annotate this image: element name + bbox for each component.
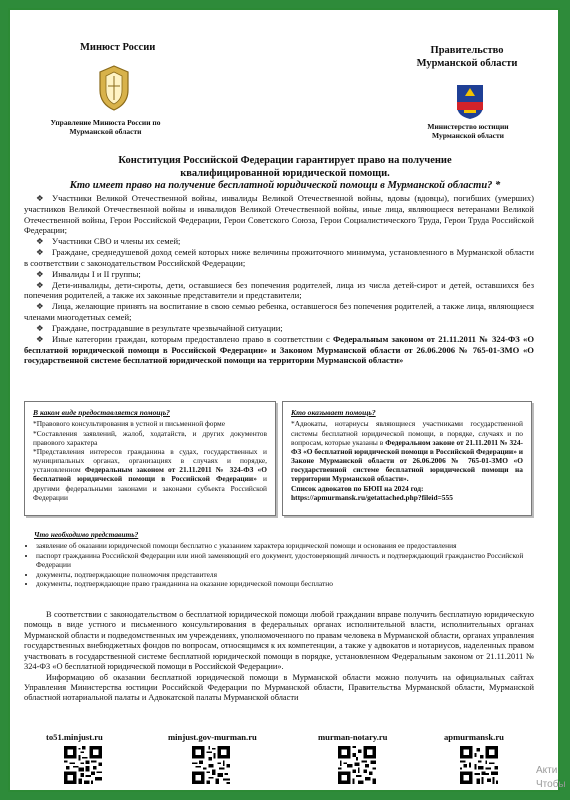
- paragraph: В соответствии с законодательством о бесплатной юридической помощи любой гражданин вправе получить бесплатную юридическую помощь в виде устного и письменного консультирования в федеральных органах исполнительной власти, исполнительных органах Мурманской области и подведомственных им учреждениях, уполномоченного по правам человека в Мурманской области, органах управления государственных внебюджетных фондов по вопросам, относящимся к их компетенции, а также у адвокатов и нотариусов, наделенных правом участвовать в государственной системе бесплатной юридической помощи в порядке, установленном Федеральным законом от 21.11.2011 № 324-ФЗ «О бесплатной юридической помощи в Российской Федерации».: [24, 610, 535, 672]
- list-item: ❖ Граждане, среднедушевой доход семей которых ниже величины прожиточного минимума, установленного в Мурманской области в соответствии с законодательством Российской Федерации;: [24, 247, 534, 268]
- list-item: • заявление об оказании юридической помощи бесплатно с указанием характера юридической помощи и основания ее предоставления: [36, 541, 534, 550]
- diamond-bullet-icon: ❖: [36, 247, 44, 258]
- diamond-bullet-icon: ❖: [36, 236, 44, 247]
- list-item: ❖ Участники СВО и члены их семей;: [24, 236, 534, 247]
- help-form-item: *Составления заявлений, жалоб, ходатайств, и других документов правового характера: [33, 428, 267, 447]
- diamond-bullet-icon: ❖: [36, 322, 44, 333]
- qr-code-icon[interactable]: [460, 746, 498, 784]
- lawyers-list-link[interactable]: https://apmurmansk.ru/getattached.php?fileid=555: [291, 492, 453, 502]
- diamond-bullet-icon: ❖: [36, 279, 44, 290]
- required-documents: [24, 530, 534, 589]
- list-item-other-categories: ❖ Иные категории граждан, которым предоставлено право в соответствии с Федеральным законом от 21.11.2011 № 324-ФЗ «О бесплатной юридической помощи в Российской Федерации» и Законом Мурманской области от 26.06.2006 № 765-01-ЗМО «О государственной системе бесплатной юридической помощи на территории Мурманской области»: [24, 333, 535, 366]
- diamond-bullet-icon: ❖: [36, 333, 44, 344]
- help-form-item: *Представления интересов гражданина в судах, государственных и муниципальных органах, организациях в случаях и порядке, установленном Федеральным законом от 21.11.2011 № 324-ФЗ «О бесплатной юридической помощи в Российской Федерации» и другими федеральными законами и законами субъекта Российской Федерации: [33, 446, 268, 502]
- link-apmurmansk[interactable]: apmurmansk.ru: [444, 732, 504, 742]
- website-links: [24, 732, 534, 792]
- header: [10, 10, 558, 150]
- required-documents-heading: Что необходимо представить?: [34, 530, 139, 539]
- help-forms-heading: В каком виде предоставляется помощь?: [33, 408, 170, 417]
- right-org-title: Правительство Мурманской области: [416, 45, 518, 70]
- diamond-bullet-icon: ❖: [36, 268, 44, 279]
- list-item: ❖ Лица, желающие принять на воспитание в свою семью ребенка, оставшегося без попечения родителей, а также лица, являющиеся членами многодетных семей;: [24, 301, 534, 323]
- providers-text: *Адвокаты, нотариусы являющиеся участниками государственной системы бесплатной юридической помощи, в порядке, случаях и по вопросам, которые указаны в Федеральном законе от 21.11.2011 № 324-ФЗ «О бесплатной юридической помощи в Российской Федерации» и Законе Мурманской области от 26.06.2006 № 765-01-ЗМО «О государственной системе бесплатной юридической помощи на территории Мурманской области».: [291, 419, 523, 484]
- help-form-item: *Правового консультирования в устной и письменной форме: [33, 419, 226, 429]
- list-item: ❖ Инвалиды I и II группы;: [24, 269, 534, 280]
- list-item: ❖ Граждане, пострадавшие в результате чрезвычайной ситуации;: [24, 323, 534, 334]
- diamond-bullet-icon: ❖: [36, 301, 44, 312]
- list-item: • документы, подтверждающие полномочия представителя: [36, 570, 534, 579]
- qr-code-icon[interactable]: [338, 746, 376, 784]
- list-item: • документы, подтверждающие право гражданина на оказание юридической помощи бесплатно: [36, 579, 534, 588]
- info-paragraphs: [24, 610, 534, 704]
- qr-code-icon[interactable]: [192, 746, 230, 784]
- lawyers-list-label: Список адвокатов по БЮП на 2024 год:: [291, 483, 424, 493]
- title-line-1: Конституция Российской Федерации гарантирует право на получение: [118, 155, 452, 166]
- poster-sheet: [8, 8, 560, 792]
- left-org-title: Минюст России: [80, 42, 156, 53]
- link-gov-murman[interactable]: minjust.gov-murman.ru: [168, 732, 257, 742]
- region-coat-of-arms-icon: [456, 84, 484, 120]
- ministry-emblem-icon: [94, 62, 134, 112]
- qr-code-icon[interactable]: [64, 746, 102, 784]
- list-item: ❖ Дети-инвалиды, дети-сироты, дети, оставшиеся без попечения родителей, лица из числа детей-сирот и детей, оставшихся без попечения родителей, а также их законные представители и представители;: [24, 279, 534, 301]
- activation-watermark: Акти Чтобы: [536, 765, 566, 790]
- main-title: [50, 155, 520, 193]
- title-line-2: квалифицированной юридической помощи.: [180, 167, 390, 179]
- title-question: Кто имеет право на получение бесплатной юридической помощи в Мурманской области? *: [69, 180, 501, 192]
- list-item: • паспорт гражданина Российской Федерации или иной заменяющий его документ, удостоверяющий личность и подтверждающий гражданство Российской Федерации: [36, 551, 534, 570]
- paragraph: Информацию об оказании бесплатной юридической помощи в Мурманской области можно получить на официальных сайтах Управления Министерства юстиции Российской Федерации по Мурманской области, Правительства Мурманской области, Мурманской областной нотариальной палаты и Адвокатской палаты Мурманской области: [24, 672, 534, 703]
- left-org-caption: Управление Минюста России по Мурманской области: [50, 118, 161, 137]
- help-forms-box: [24, 401, 276, 516]
- providers-heading: Кто оказывает помощь?: [291, 408, 376, 417]
- diamond-bullet-icon: ❖: [36, 193, 44, 203]
- right-org-caption: Министерство юстиции Мурманской области: [427, 122, 509, 141]
- list-item: ❖ Участники Великой Отечественной войны, инвалиды Великой Отечественной войны, вдовы (вдовцы), погибших (умерших) участников Великой Отечественной войны и инвалидов Великой Отечественной войны, иные лица, являющиеся ветеранами Великой Отечественной войны, Герои Российской Федерации, Герои Советского Союза, Герои Социалистического Труда, Герои Труда Российской Федерации;: [24, 193, 534, 236]
- link-notary[interactable]: murman-notary.ru: [318, 732, 388, 742]
- providers-box: [282, 401, 532, 516]
- link-minjust[interactable]: to51.minjust.ru: [46, 732, 103, 742]
- eligible-list: [24, 193, 534, 366]
